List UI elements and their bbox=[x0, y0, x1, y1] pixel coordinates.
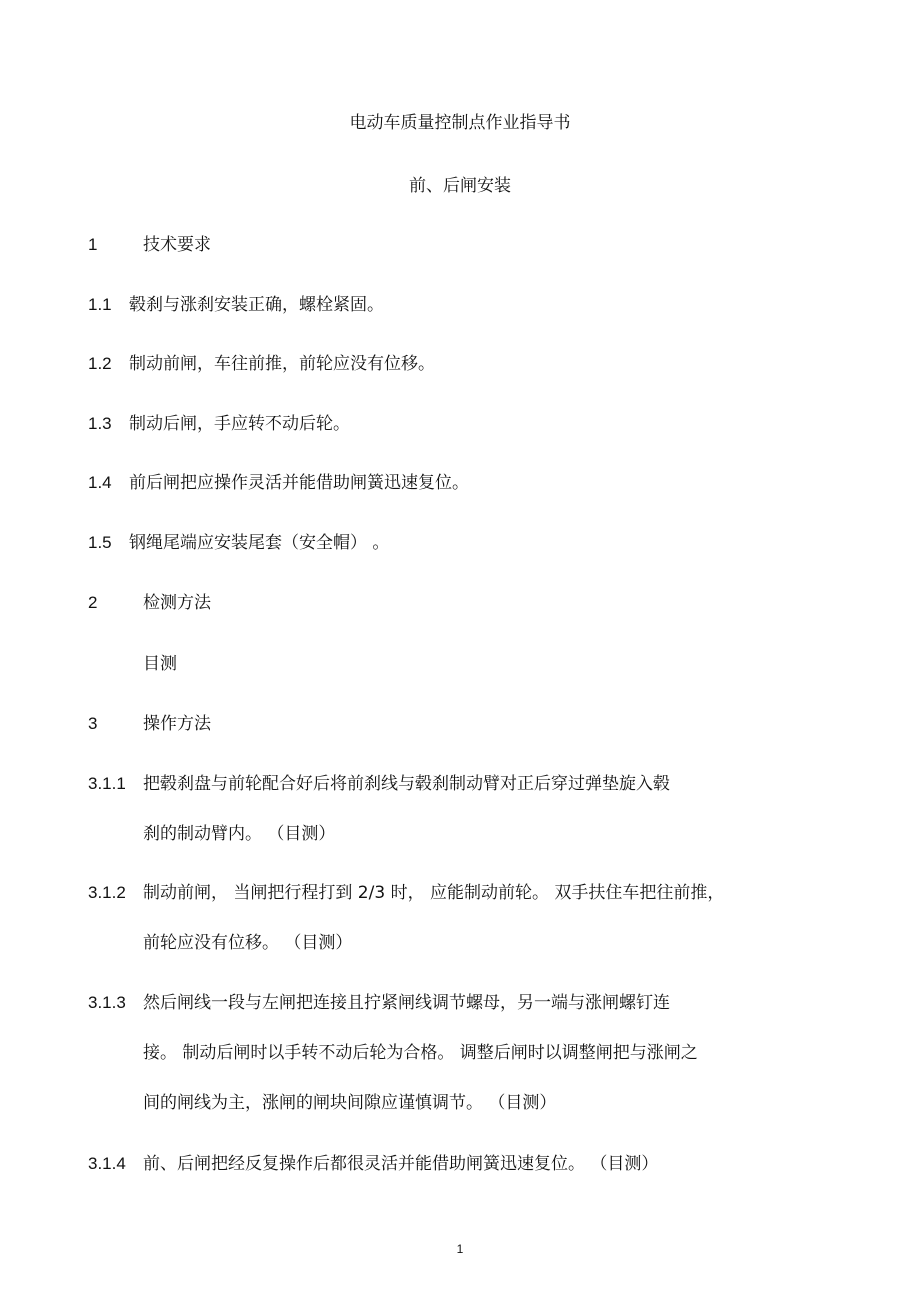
item-3-1-1-line2: 刹的制动臂内。 （目测） bbox=[143, 824, 336, 844]
item-3-1-4-line1: 前、后闸把经反复操作后都很灵活并能借助闸簧迅速复位。 （目测） bbox=[143, 1154, 659, 1174]
section-2-number: 2 bbox=[88, 593, 98, 612]
item-1-3-number: 1.3 bbox=[88, 414, 112, 433]
document-subtitle: 前、后闸安装 bbox=[409, 176, 511, 196]
section-1-heading: 技术要求 bbox=[143, 235, 211, 255]
item-3-1-3-number: 3.1.3 bbox=[88, 993, 126, 1012]
item-3-1-3-line2: 接。 制动后闸时以手转不动后轮为合格。 调整后闸时以调整闸把与涨闸之 bbox=[143, 1043, 698, 1063]
item-3-1-2-line2: 前轮应没有位移。 （目测） bbox=[143, 933, 353, 953]
item-3-1-4-number: 3.1.4 bbox=[88, 1154, 126, 1173]
item-3-1-1-number: 3.1.1 bbox=[88, 774, 126, 793]
section-2-heading: 检测方法 bbox=[143, 593, 211, 613]
item-1-5-number: 1.5 bbox=[88, 533, 112, 552]
item-1-4-text: 前后闸把应操作灵活并能借助闸簧迅速复位。 bbox=[129, 473, 469, 493]
item-1-1-text: 毂刹与涨刹安装正确，螺栓紧固。 bbox=[129, 295, 384, 315]
item-1-4-number: 1.4 bbox=[88, 473, 112, 492]
item-3-1-3-line3: 间的闸线为主，涨闸的闸块间隙应谨慎调节。 （目测） bbox=[143, 1093, 557, 1113]
item-1-3-text: 制动后闸，手应转不动后轮。 bbox=[129, 414, 350, 434]
section-2-body: 目测 bbox=[143, 654, 177, 674]
section-3-number: 3 bbox=[88, 714, 98, 733]
document-title: 电动车质量控制点作业指导书 bbox=[349, 113, 571, 133]
item-1-2-text: 制动前闸，车往前推，前轮应没有位移。 bbox=[129, 354, 435, 374]
item-1-5-text: 钢绳尾端应安装尾套（安全帽） 。 bbox=[129, 533, 390, 553]
item-3-1-1-line1: 把毂刹盘与前轮配合好后将前刹线与毂刹制动臂对正后穿过弹垫旋入毂 bbox=[143, 774, 670, 794]
item-3-1-2-number: 3.1.2 bbox=[88, 883, 126, 902]
page-number: 1 bbox=[456, 1242, 464, 1256]
item-1-1-number: 1.1 bbox=[88, 295, 112, 314]
item-3-1-3-line1: 然后闸线一段与左闸把连接且拧紧闸线调节螺母，另一端与涨闸螺钉连 bbox=[143, 993, 670, 1013]
item-3-1-2-line1: 制动前闸， 当闸把行程打到 2/3 时， 应能制动前轮。 双手扶住车把往前推， bbox=[143, 883, 725, 903]
section-1-number: 1 bbox=[88, 235, 98, 254]
item-1-2-number: 1.2 bbox=[88, 354, 112, 373]
section-3-heading: 操作方法 bbox=[143, 714, 211, 734]
